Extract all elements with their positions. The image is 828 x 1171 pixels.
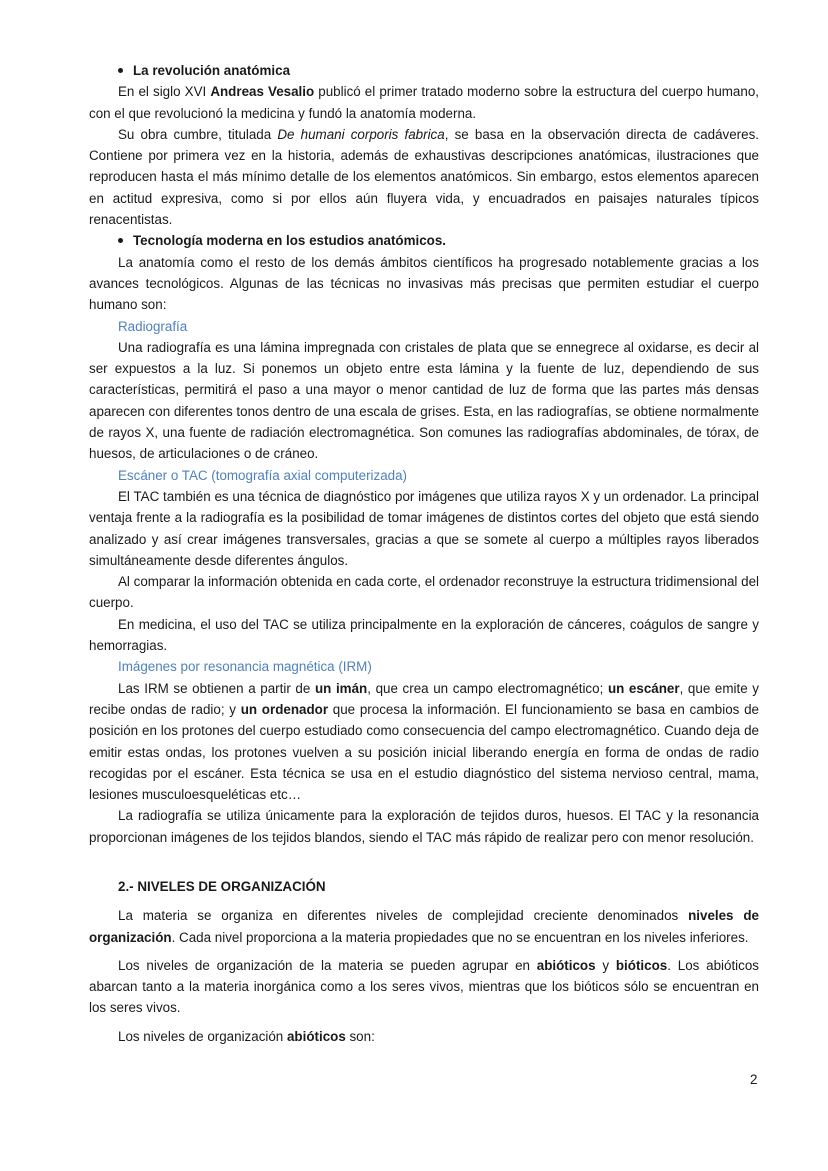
paragraph-fabrica: Su obra cumbre, titulada De humani corporis fabrica, se basa en la observación directa de cadáveres. Contiene por primera vez en la historia, además de exhaustivas descripciones anatómicas, ilustraciones que reproducen hasta el más mínimo detalle de los elementos anatómicos. Sin embargo, estos elementos aparecen en actitud expresiva, como si por ellos aún fluyera vida, y encuadrados en paisajes naturales típicos renacentistas. [89,126,759,228]
document-page [89,60,759,1047]
subheading-tac: Escáner o TAC (tomografía axial computerizada) [118,467,408,483]
bullet-icon [118,68,123,73]
paragraph-niveles-2: Los niveles de organización de la materia se pueden agrupar en abióticos y bióticos. Los abióticos abarcan tanto a la materia inorgánica como a los seres vivos, mientras que los bióticos sólo se encuentran en los seres vivos. [89,957,759,1016]
paragraph-irm: Las IRM se obtienen a partir de un imán, que crea un campo electromagnético; un escáner, que emite y recibe ondas de radio; y un ordenador que procesa la información. El funcionamiento se basa en cambios de posición en los protones del cuerpo estudiado como consecuencia del campo electromagnético. Cuando deja de emitir estas ondas, los protones vuelven a su posición inicial liberando energía en forma de ondas de radio recogidas por el escáner. Esta técnica se usa en el estudio diagnóstico del sistema nervioso central, mama, lesiones musculoesqueléticas etc… [89,680,759,803]
paragraph-tac-2: Al comparar la información obtenida en cada corte, el ordenador reconstruye la estructura tridimensional del cuerpo. [89,574,759,611]
paragraph-tac-1: El TAC también es una técnica de diagnóstico por imágenes que utiliza rayos X y un ordenador. La principal ventaja frente a la radiografía es la posibilidad de tomar imágenes de distintos cortes del objeto que está siendo analizado y así crear imágenes transversales, gracias a que se somete al cuerpo a múltiples rayos liberados simultáneamente desde diferentes ángulos. [89,488,759,568]
paragraph-niveles-3: Los niveles de organización abióticos son: [118,1028,375,1044]
paragraph-tecnologia: La anatomía como el resto de los demás ámbitos científicos ha progresado notablemente gracias a los avances tecnológicos. Algunas de las técnicas no invasivas más precisas que permiten estudiar el cuerpo humano son: [89,254,759,313]
paragraph-comparacion: La radiografía se utiliza únicamente para la exploración de tejidos duros, huesos. El TAC y la resonancia proporcionan imágenes de los tejidos blandos, siendo el TAC más rápido de realizar pero con menor resolución. [89,808,759,845]
paragraph-vesalio: En el siglo XVI Andreas Vesalio publicó el primer tratado moderno sobre la estructura del cuerpo humano, con el que revolucionó la medicina y fundó la anatomía moderna. [89,84,759,121]
paragraph-tac-3: En medicina, el uso del TAC se utiliza principalmente en la exploración de cánceres, coágulos de sangre y hemorragias. [89,616,759,654]
bullet-heading-revolucion: La revolución anatómica [89,60,759,81]
bullet-icon [118,238,123,243]
subheading-radiografia: Radiografía [118,318,188,334]
section-heading-niveles: 2.- NIVELES DE ORGANIZACIÓN [118,878,326,894]
paragraph-niveles-1: La materia se organiza en diferentes niveles de complejidad creciente denominados niveles de organización. Cada nivel proporciona a la materia propiedades que no se encuentran en los niveles inferiores. [89,908,759,945]
bullet-heading-tecnologia: Tecnología moderna en los estudios anatómicos. [89,230,759,251]
paragraph-radiografia: Una radiografía es una lámina impregnada con cristales de plata que se ennegrece al oxidarse, es decir al ser expuestos a la luz. Si ponemos un objeto entre esta lámina y la fuente de luz, dependiendo de sus características, permitirá el paso a una mayor o menor cantidad de luz de forma que las partes más densas aparecen con diferentes tonos dentro de una escala de grises. Esta, en las radiografías, se obtiene normalmente de rayos X, una fuente de radiación electromagnética. Son comunes las radiografías abdominales, de tórax, de huesos, de articulaciones o de cráneo. [89,339,759,462]
subheading-irm: Imágenes por resonancia magnética (IRM) [118,659,372,675]
page-number: 2 [750,1072,758,1087]
